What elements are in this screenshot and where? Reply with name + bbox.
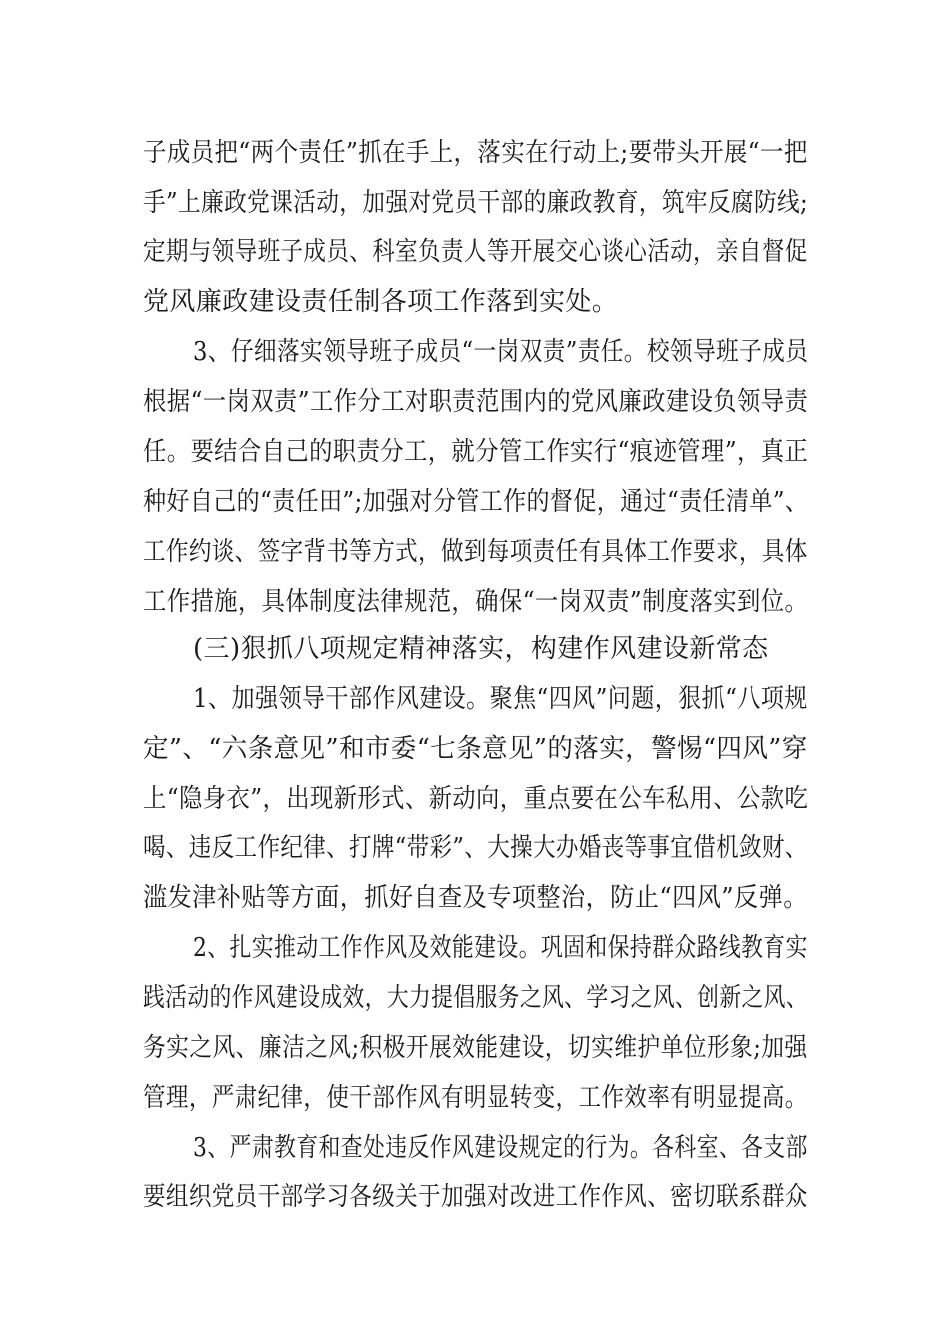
text-line: 子成员把“两个责任”抓在手上，落实在行动上;要带头开展“一把 — [143, 138, 808, 168]
text-line: 手”上廉政党课活动，加强对党员干部的廉政教育，筑牢反腐防线; — [143, 188, 809, 218]
text-line: 上“隐身衣”，出现新形式、新动向，重点要在公车私用、公款吃 — [143, 784, 809, 814]
text-line: 滥发津补贴等方面，抓好自查及专项整治，防止“四风”反弹。 — [143, 883, 808, 913]
paragraph-first-line: 3、仔细落实领导班子成员“一岗双责”责任。校领导班子成员 — [193, 337, 809, 367]
section-heading: (三)狠抓八项规定精神落实，构建作风建设新常态 — [193, 634, 769, 664]
text-line: 喝、违反工作纪律、打牌“带彩”、大操大办婚丧等事宜借机敛财、 — [143, 833, 808, 863]
text-line: 定期与领导班子成员、科室负责人等开展交心谈心活动，亲自督促 — [143, 237, 808, 267]
text-line: 工作约谈、签字背书等方式，做到每项责任有具体工作要求，具体 — [143, 537, 808, 567]
text-line: 要组织党员干部学习各级关于加强对改进工作作风、密切联系群众 — [143, 1182, 808, 1212]
text-line: 践活动的作风建设成效，大力提倡服务之风、学习之风、创新之风、 — [143, 983, 809, 1013]
text-line: 务实之风、廉洁之风;积极开展效能建设，切实维护单位形象;加强 — [143, 1033, 808, 1063]
text-line: 工作措施，具体制度法律规范，确保“一岗双责”制度落实到位。 — [143, 587, 809, 617]
paragraph-first-line: 3、严肃教育和查处违反作风建设规定的行为。各科室、各支部 — [193, 1133, 808, 1163]
paragraph-first-line: 1、加强领导干部作风建设。聚焦“四风”问题，狠抓“八项规 — [193, 684, 808, 714]
paragraph-first-line: 2、扎实推动工作作风及效能建设。巩固和保持群众路线教育实 — [193, 933, 808, 963]
text-line: 管理，严肃纪律，使干部作风有明显转变，工作效率有明显提高。 — [143, 1083, 808, 1113]
text-line: 任。要结合自己的职责分工，就分管工作实行“痕迹管理”，真正 — [143, 437, 809, 467]
text-line: 根据“一岗双责”工作分工对职责范围内的党风廉政建设负领导责 — [143, 387, 809, 417]
text-line: 党风廉政建设责任制各项工作落到实处。 — [143, 287, 619, 317]
text-line: 种好自己的“责任田”;加强对分管工作的督促，通过“责任清单”、 — [143, 487, 809, 517]
text-line: 定”、“六条意见”和市委“七条意见”的落实，警惕“四风”穿 — [143, 734, 808, 764]
